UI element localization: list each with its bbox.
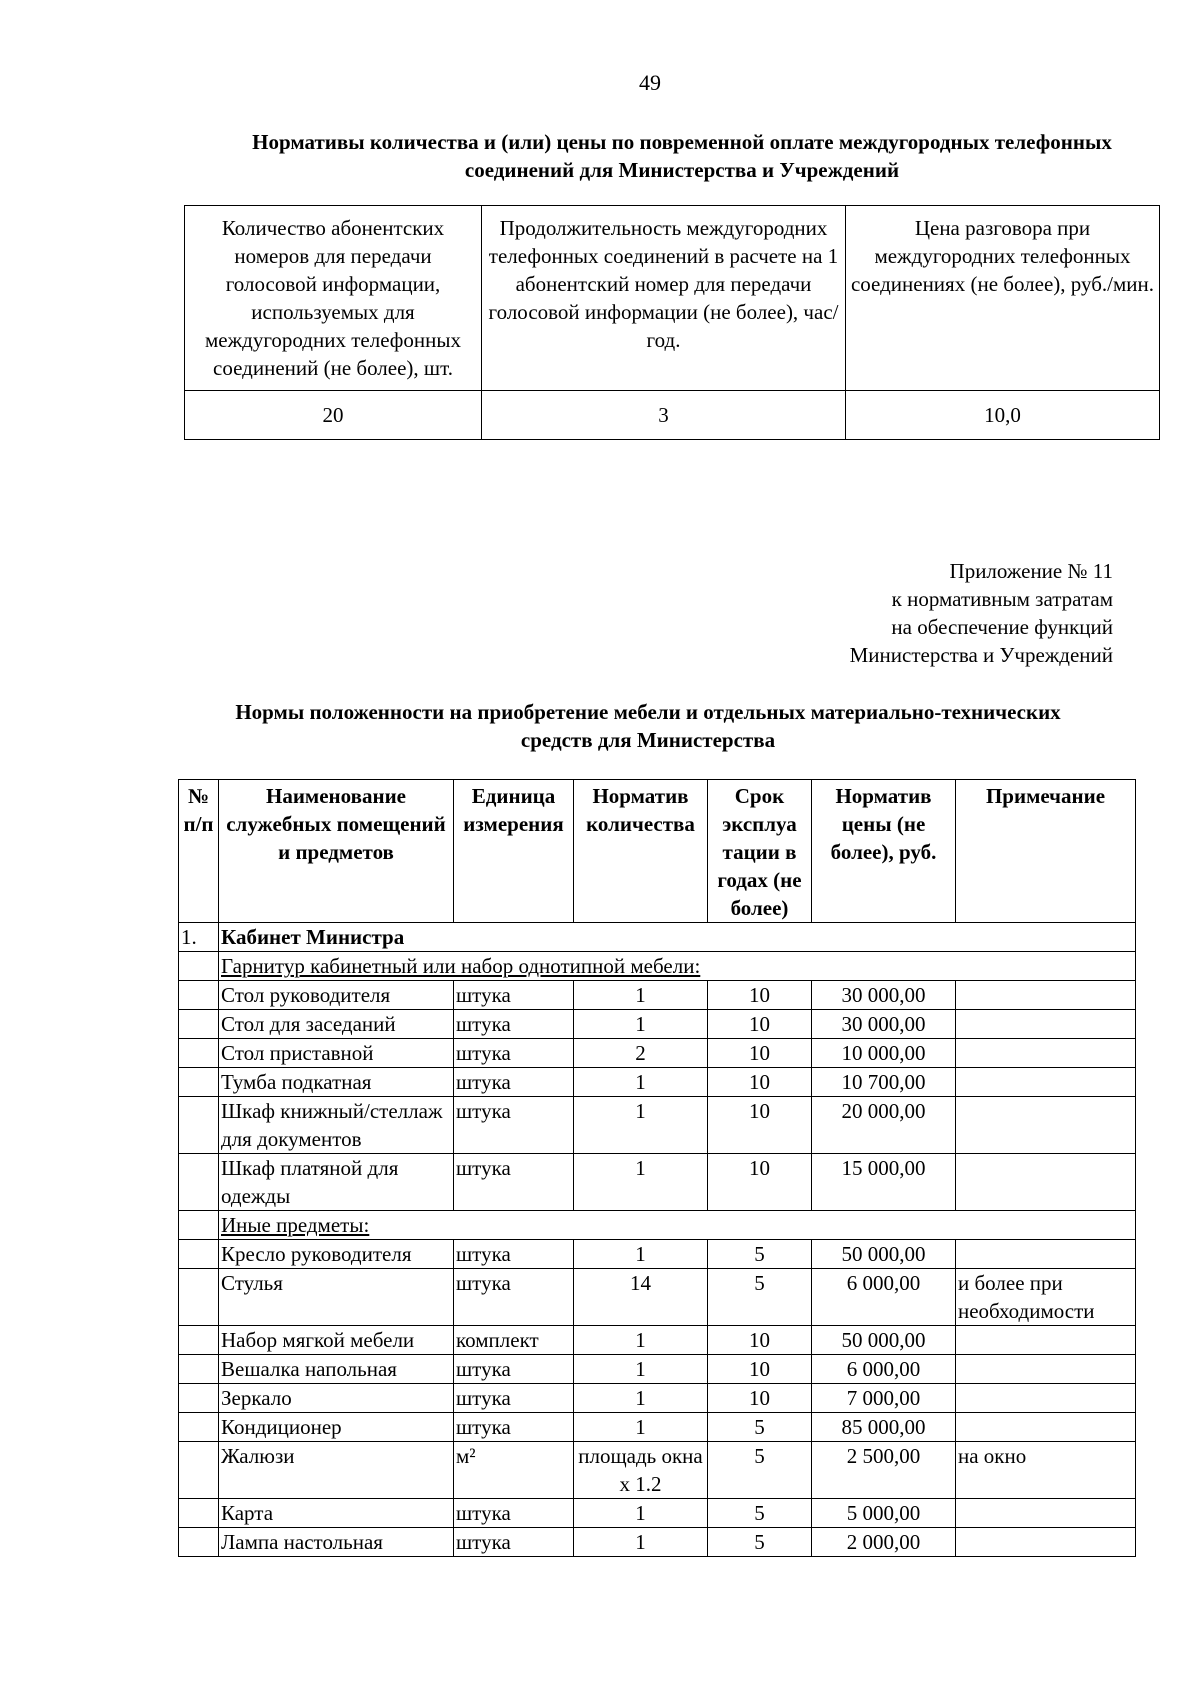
cell-qty: 1 bbox=[574, 1097, 708, 1154]
cell-qty: 1 bbox=[574, 1068, 708, 1097]
cell-term: 5 bbox=[708, 1413, 812, 1442]
page-number: 49 bbox=[639, 70, 661, 95]
appendix-header bbox=[700, 557, 1113, 669]
cell-price: 2 500,00 bbox=[812, 1442, 956, 1499]
cell-unit: комплект bbox=[454, 1326, 574, 1355]
table-header-row bbox=[179, 780, 1136, 923]
cell-note bbox=[956, 1039, 1136, 1068]
cell-name: Шкаф платяной для одежды bbox=[219, 1154, 454, 1211]
empty-cell bbox=[179, 1269, 219, 1326]
header-unit: Единица измерения bbox=[454, 780, 574, 923]
table-row bbox=[179, 1097, 1136, 1154]
cell-qty: 1 bbox=[574, 1010, 708, 1039]
table-row bbox=[179, 1499, 1136, 1528]
header-term: Срок эксплуа тации в годах (не более) bbox=[708, 780, 812, 923]
cell-name: Тумба подкатная bbox=[219, 1068, 454, 1097]
cell-unit: штука bbox=[454, 1269, 574, 1326]
cell-unit: штука bbox=[454, 1068, 574, 1097]
empty-cell bbox=[179, 1154, 219, 1211]
cell-note bbox=[956, 981, 1136, 1010]
cell-unit: штука bbox=[454, 1499, 574, 1528]
table-row bbox=[179, 1068, 1136, 1097]
cell-name: Стол приставной bbox=[219, 1039, 454, 1068]
cell-name: Стол для заседаний bbox=[219, 1010, 454, 1039]
cell-term: 5 bbox=[708, 1499, 812, 1528]
cell-name: Кондиционер bbox=[219, 1413, 454, 1442]
value-cell: 20 bbox=[185, 391, 482, 440]
cell-note bbox=[956, 1010, 1136, 1039]
table-row bbox=[179, 1355, 1136, 1384]
empty-cell bbox=[179, 1039, 219, 1068]
cell-price: 6 000,00 bbox=[812, 1269, 956, 1326]
cell-unit: штука bbox=[454, 1154, 574, 1211]
cell-unit: штука bbox=[454, 1413, 574, 1442]
cell-term: 10 bbox=[708, 1068, 812, 1097]
cell-note bbox=[956, 1413, 1136, 1442]
cell-unit: штука bbox=[454, 1097, 574, 1154]
cell-name: Вешалка напольная bbox=[219, 1355, 454, 1384]
empty-cell bbox=[179, 1528, 219, 1557]
cell-price: 50 000,00 bbox=[812, 1240, 956, 1269]
header-num: № п/п bbox=[179, 780, 219, 923]
table-row bbox=[179, 1154, 1136, 1211]
cell-note bbox=[956, 1355, 1136, 1384]
cell-term: 10 bbox=[708, 1010, 812, 1039]
cell-name: Стол руководителя bbox=[219, 981, 454, 1010]
cell-price: 20 000,00 bbox=[812, 1097, 956, 1154]
cell-qty: 1 bbox=[574, 981, 708, 1010]
cell-term: 10 bbox=[708, 1326, 812, 1355]
cell-term: 10 bbox=[708, 981, 812, 1010]
cell-price: 10 000,00 bbox=[812, 1039, 956, 1068]
cell-unit: штука bbox=[454, 1240, 574, 1269]
cell-note bbox=[956, 1384, 1136, 1413]
cell-note: и более при необходимости bbox=[956, 1269, 1136, 1326]
cell-note bbox=[956, 1326, 1136, 1355]
section-number: 1. bbox=[179, 923, 219, 952]
cell-price: 30 000,00 bbox=[812, 1010, 956, 1039]
header-cell: Количество абонентских номеров для передачи голосовой информации, используемых для междугородних телефонных соединений (не более), шт. bbox=[185, 206, 482, 391]
cell-term: 5 bbox=[708, 1528, 812, 1557]
cell-term: 10 bbox=[708, 1097, 812, 1154]
table-row bbox=[179, 1269, 1136, 1326]
cell-price: 85 000,00 bbox=[812, 1413, 956, 1442]
empty-cell bbox=[179, 1413, 219, 1442]
cell-price: 50 000,00 bbox=[812, 1326, 956, 1355]
empty-cell bbox=[179, 1097, 219, 1154]
empty-cell bbox=[179, 1355, 219, 1384]
group-label: Иные предметы: bbox=[219, 1211, 1136, 1240]
cell-qty: 1 bbox=[574, 1355, 708, 1384]
cell-note bbox=[956, 1068, 1136, 1097]
section-name: Кабинет Министра bbox=[219, 923, 1136, 952]
header-price: Норматив цены (не более), руб. bbox=[812, 780, 956, 923]
appendix-line: на обеспечение функций bbox=[891, 615, 1113, 639]
header-note: Примечание bbox=[956, 780, 1136, 923]
furniture-norms-table bbox=[178, 779, 1136, 1557]
cell-note: на окно bbox=[956, 1442, 1136, 1499]
cell-price: 2 000,00 bbox=[812, 1528, 956, 1557]
appendix-line: Приложение № 11 bbox=[949, 559, 1113, 583]
cell-term: 10 bbox=[708, 1384, 812, 1413]
cell-term: 5 bbox=[708, 1442, 812, 1499]
cell-term: 10 bbox=[708, 1355, 812, 1384]
cell-unit: штука bbox=[454, 1528, 574, 1557]
table-row bbox=[179, 1442, 1136, 1499]
empty-cell bbox=[179, 1384, 219, 1413]
table-header-row bbox=[185, 206, 1160, 391]
cell-unit: штука bbox=[454, 1039, 574, 1068]
appendix-line: к нормативным затратам bbox=[891, 587, 1113, 611]
cell-unit: м² bbox=[454, 1442, 574, 1499]
value-cell: 10,0 bbox=[846, 391, 1160, 440]
cell-qty: 14 bbox=[574, 1269, 708, 1326]
value-cell: 3 bbox=[482, 391, 846, 440]
table-row bbox=[179, 1240, 1136, 1269]
cell-price: 7 000,00 bbox=[812, 1384, 956, 1413]
cell-price: 10 700,00 bbox=[812, 1068, 956, 1097]
cell-price: 30 000,00 bbox=[812, 981, 956, 1010]
cell-price: 15 000,00 bbox=[812, 1154, 956, 1211]
empty-cell bbox=[179, 981, 219, 1010]
cell-qty: 1 bbox=[574, 1384, 708, 1413]
table-row bbox=[185, 391, 1160, 440]
cell-price: 5 000,00 bbox=[812, 1499, 956, 1528]
empty-cell bbox=[179, 1499, 219, 1528]
cell-unit: штука bbox=[454, 1355, 574, 1384]
empty-cell bbox=[179, 1240, 219, 1269]
cell-qty: 1 bbox=[574, 1528, 708, 1557]
section-row bbox=[179, 923, 1136, 952]
table-row bbox=[179, 1326, 1136, 1355]
cell-qty: 1 bbox=[574, 1499, 708, 1528]
empty-cell bbox=[179, 1068, 219, 1097]
header-cell: Продолжительность междугородних телефонных соединений в расчете на 1 абонентский номер для передачи голосовой информации (не более), час/год. bbox=[482, 206, 846, 391]
telephone-norms-table bbox=[184, 205, 1160, 440]
table-row bbox=[179, 1384, 1136, 1413]
cell-note bbox=[956, 1097, 1136, 1154]
header-name: Наименование служебных помещений и предметов bbox=[219, 780, 454, 923]
cell-unit: штука bbox=[454, 981, 574, 1010]
group-row bbox=[179, 952, 1136, 981]
cell-name: Жалюзи bbox=[219, 1442, 454, 1499]
cell-name: Кресло руководителя bbox=[219, 1240, 454, 1269]
cell-term: 5 bbox=[708, 1269, 812, 1326]
cell-qty: 1 bbox=[574, 1240, 708, 1269]
cell-qty: 1 bbox=[574, 1413, 708, 1442]
table-row bbox=[179, 981, 1136, 1010]
cell-qty: площадь окна х 1.2 bbox=[574, 1442, 708, 1499]
table-row bbox=[179, 1039, 1136, 1068]
table-row bbox=[179, 1528, 1136, 1557]
cell-qty: 1 bbox=[574, 1326, 708, 1355]
empty-cell bbox=[179, 1010, 219, 1039]
section1-title: Нормативы количества и (или) цены по повременной оплате междугородных телефонных соединений для Министерства и Учреждений bbox=[252, 130, 1112, 182]
header-qty: Норматив количества bbox=[574, 780, 708, 923]
cell-qty: 1 bbox=[574, 1154, 708, 1211]
header-cell: Цена разговора при междугородних телефонных соединениях (не более), руб./мин. bbox=[846, 206, 1160, 391]
empty-cell bbox=[179, 952, 219, 981]
empty-cell bbox=[179, 1442, 219, 1499]
group-label: Гарнитур кабинетный или набор однотипной мебели: bbox=[219, 952, 1136, 981]
cell-note bbox=[956, 1154, 1136, 1211]
cell-note bbox=[956, 1240, 1136, 1269]
cell-name: Шкаф книжный/стеллаж для документов bbox=[219, 1097, 454, 1154]
cell-qty: 2 bbox=[574, 1039, 708, 1068]
cell-unit: штука bbox=[454, 1384, 574, 1413]
group-row bbox=[179, 1211, 1136, 1240]
cell-unit: штука bbox=[454, 1010, 574, 1039]
cell-term: 10 bbox=[708, 1039, 812, 1068]
cell-term: 5 bbox=[708, 1240, 812, 1269]
cell-note bbox=[956, 1528, 1136, 1557]
empty-cell bbox=[179, 1326, 219, 1355]
appendix-line: Министерства и Учреждений bbox=[849, 643, 1113, 667]
cell-name: Карта bbox=[219, 1499, 454, 1528]
cell-name: Набор мягкой мебели bbox=[219, 1326, 454, 1355]
cell-note bbox=[956, 1499, 1136, 1528]
empty-cell bbox=[179, 1211, 219, 1240]
cell-price: 6 000,00 bbox=[812, 1355, 956, 1384]
section2-title: Нормы положенности на приобретение мебели и отдельных материально-технических средств для Министерства bbox=[235, 700, 1061, 752]
table-body bbox=[179, 923, 1136, 1557]
cell-name: Лампа настольная bbox=[219, 1528, 454, 1557]
table-row bbox=[179, 1010, 1136, 1039]
cell-name: Зеркало bbox=[219, 1384, 454, 1413]
cell-term: 10 bbox=[708, 1154, 812, 1211]
table-row bbox=[179, 1413, 1136, 1442]
cell-name: Стулья bbox=[219, 1269, 454, 1326]
